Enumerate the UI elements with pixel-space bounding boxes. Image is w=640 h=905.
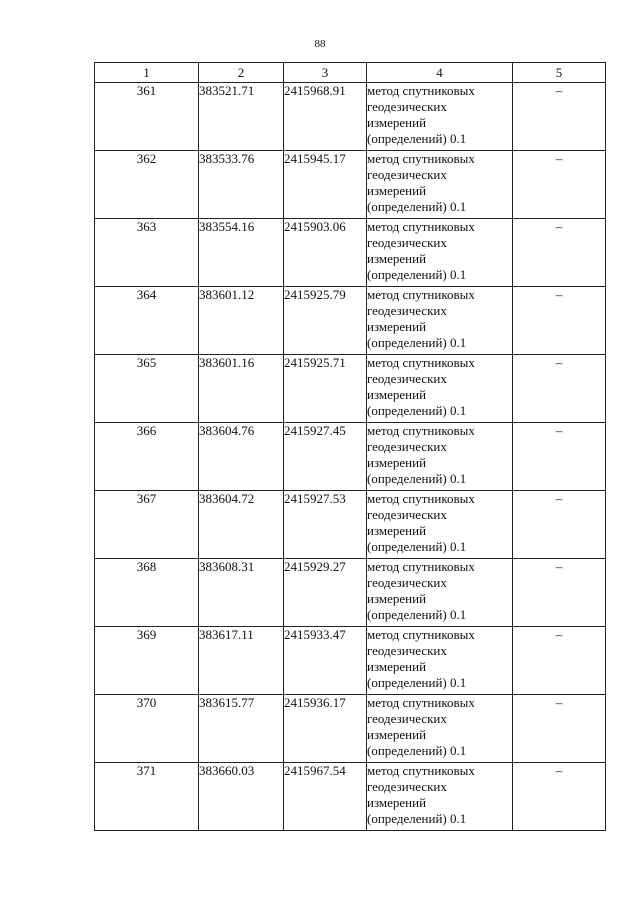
coordinate-x: 383521.71 (199, 83, 284, 151)
coordinate-y: 2415968.91 (284, 83, 367, 151)
coordinate-y: 2415929.27 (284, 559, 367, 627)
note-cell: – (513, 219, 606, 287)
point-number: 362 (95, 151, 199, 219)
note-cell: – (513, 423, 606, 491)
table-row (95, 763, 606, 831)
method-description: метод спутниковых геодезических измерений (определений) 0.1 (367, 627, 513, 695)
note-cell: – (513, 627, 606, 695)
page-number: 88 (314, 38, 326, 50)
method-description: метод спутниковых геодезических измерений (определений) 0.1 (367, 287, 513, 355)
table-header-row (95, 63, 606, 83)
note-cell: – (513, 287, 606, 355)
note-cell: – (513, 763, 606, 831)
point-number: 363 (95, 219, 199, 287)
method-description: метод спутниковых геодезических измерений (определений) 0.1 (367, 763, 513, 831)
method-description: метод спутниковых геодезических измерений (определений) 0.1 (367, 355, 513, 423)
coordinate-y: 2415936.17 (284, 695, 367, 763)
note-cell: – (513, 83, 606, 151)
coordinate-x: 383601.16 (199, 355, 284, 423)
table-row (95, 559, 606, 627)
coordinate-x: 383533.76 (199, 151, 284, 219)
method-description: метод спутниковых геодезических измерений (определений) 0.1 (367, 491, 513, 559)
table-row (95, 355, 606, 423)
point-number: 365 (95, 355, 199, 423)
note-cell: – (513, 151, 606, 219)
table-row (95, 627, 606, 695)
coordinate-y: 2415945.17 (284, 151, 367, 219)
header-col-2: 2 (199, 63, 284, 83)
point-number: 361 (95, 83, 199, 151)
note-cell: – (513, 355, 606, 423)
table-row (95, 491, 606, 559)
coordinates-table (94, 62, 606, 831)
table-row (95, 287, 606, 355)
note-cell: – (513, 491, 606, 559)
header-col-1: 1 (95, 63, 199, 83)
coordinate-y: 2415927.45 (284, 423, 367, 491)
coordinate-y: 2415933.47 (284, 627, 367, 695)
note-cell: – (513, 559, 606, 627)
coordinate-y: 2415967.54 (284, 763, 367, 831)
method-description: метод спутниковых геодезических измерений (определений) 0.1 (367, 83, 513, 151)
coordinate-x: 383608.31 (199, 559, 284, 627)
point-number: 369 (95, 627, 199, 695)
point-number: 370 (95, 695, 199, 763)
coordinate-x: 383615.77 (199, 695, 284, 763)
method-description: метод спутниковых геодезических измерений (определений) 0.1 (367, 559, 513, 627)
method-description: метод спутниковых геодезических измерений (определений) 0.1 (367, 695, 513, 763)
header-col-4: 4 (367, 63, 513, 83)
table-row (95, 423, 606, 491)
method-description: метод спутниковых геодезических измерений (определений) 0.1 (367, 423, 513, 491)
coordinate-y: 2415925.71 (284, 355, 367, 423)
coordinate-x: 383601.12 (199, 287, 284, 355)
table-row (95, 219, 606, 287)
point-number: 367 (95, 491, 199, 559)
header-col-3: 3 (284, 63, 367, 83)
coordinate-y: 2415903.06 (284, 219, 367, 287)
table-row (95, 151, 606, 219)
method-description: метод спутниковых геодезических измерений (определений) 0.1 (367, 151, 513, 219)
coordinate-x: 383604.76 (199, 423, 284, 491)
coordinate-y: 2415925.79 (284, 287, 367, 355)
coordinate-x: 383554.16 (199, 219, 284, 287)
coordinate-y: 2415927.53 (284, 491, 367, 559)
coordinate-x: 383617.11 (199, 627, 284, 695)
table-row (95, 695, 606, 763)
note-cell: – (513, 695, 606, 763)
point-number: 364 (95, 287, 199, 355)
coordinate-x: 383660.03 (199, 763, 284, 831)
point-number: 371 (95, 763, 199, 831)
header-col-5: 5 (513, 63, 606, 83)
table-body (95, 83, 606, 831)
method-description: метод спутниковых геодезических измерений (определений) 0.1 (367, 219, 513, 287)
point-number: 368 (95, 559, 199, 627)
table-row (95, 83, 606, 151)
point-number: 366 (95, 423, 199, 491)
coordinate-x: 383604.72 (199, 491, 284, 559)
